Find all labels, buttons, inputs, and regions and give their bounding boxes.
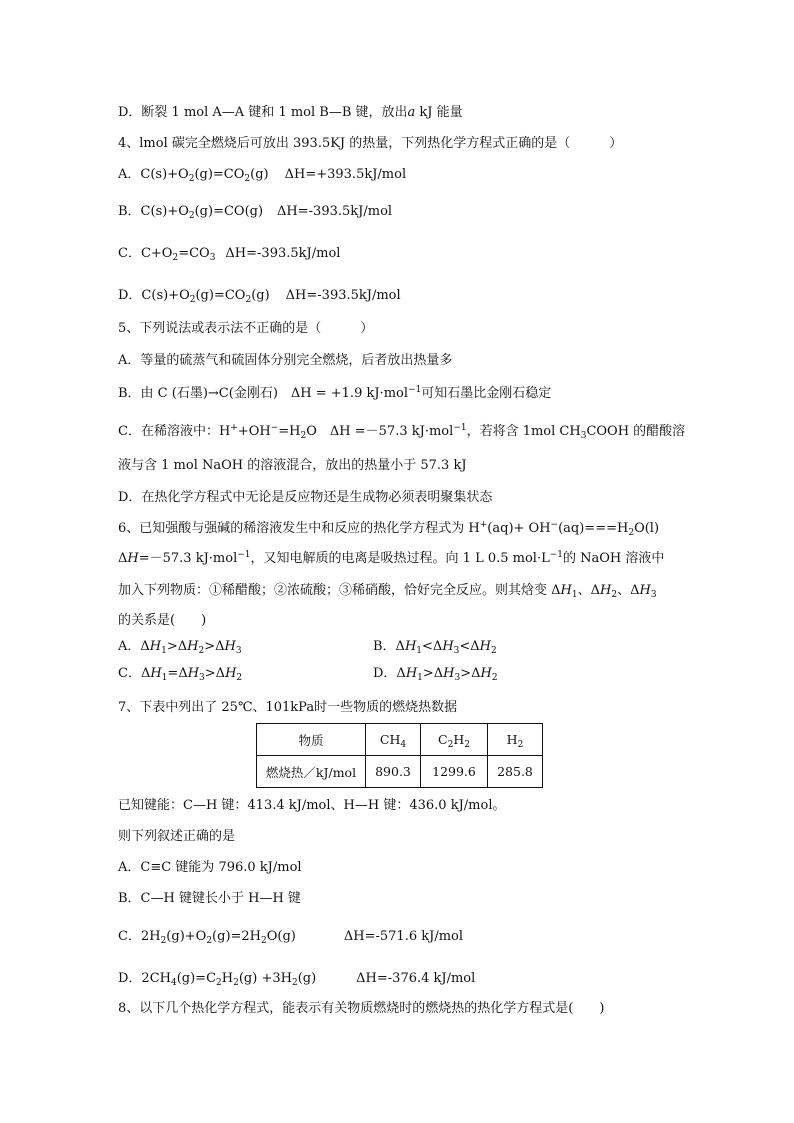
q4-option-d: D．$C(s)+O_2(g)=CO_2(g)$ ΔH=-393.5kJ/mol xyxy=(118,288,401,305)
table-cell-h2: 285.8 xyxy=(488,756,543,788)
q4-stem: 4、lmol 碳完全燃烧后可放出 393.5KJ 的热量，下列热化学方程式正确的是（ ） xyxy=(118,136,623,151)
q5-option-b: B．由 C (石墨)→C(金刚石) ΔH = +1.9 kJ·mol$^{-1}$可知石墨比金刚石稳定 xyxy=(118,385,552,401)
q8-stem: 8、以下几个热化学方程式，能表示有关物质燃烧时的燃烧热的热化学方程式是( ) xyxy=(118,1001,605,1016)
table-cell-ch4: 890.3 xyxy=(366,756,421,788)
table-row xyxy=(257,724,543,756)
table-header-substance: 物质 xyxy=(257,724,366,756)
q5-option-c: C．在稀溶液中：$H^++OH^-=H_2O$ ΔH =－57.3 kJ·mol$^{-1}$，若将含 1mol $CH_3COOH$ 的醋酸溶 xyxy=(118,423,686,441)
q7-then: 则下列叙述正确的是 xyxy=(118,829,236,844)
q7-stem: 7、下表中列出了 25℃、101kPa时一些物质的燃烧热数据 xyxy=(118,700,458,715)
q6-option-b: B．$\Delta H_1<\Delta H_3<\Delta H_2$ xyxy=(373,639,497,656)
table-row-label: 燃烧热／kJ/mol xyxy=(257,756,366,788)
q7-bond-energy: 已知键能：C—H 键：413.4 kJ/mol、H—H 键：436.0 kJ/mol。 xyxy=(118,798,506,813)
table-row xyxy=(257,756,543,788)
q6-option-c: C．$\Delta H_1=\Delta H_3>\Delta H_2$ xyxy=(118,666,243,683)
q7-option-a: A．C≡C 键能为 796.0 kJ/mol xyxy=(118,860,302,875)
table-header-h2: $H_2$ xyxy=(488,724,543,756)
q6-option-d: D．$\Delta H_1>\Delta H_3>\Delta H_2$ xyxy=(373,666,498,683)
q7-option-d: D．$2CH_4(g)=C_2H_2(g) +3H_2(g)$ ΔH=-376.4 kJ/mol xyxy=(118,971,476,988)
q6-stem-line3: 加入下列物质：①稀醋酸；②浓硫酸；③稀硝酸，恰好完全反应。则其焓变 $\Delta H_1$、$\Delta H_2$、$\Delta H_3$ xyxy=(118,583,657,600)
table-header-ch4: $CH_4$ xyxy=(366,724,421,756)
q4-option-a: A．$C(s)+O_2(g)=CO_2(g)$ ΔH=+393.5kJ/mol xyxy=(118,167,407,184)
q4-option-b: B．$C(s)+O_2(g)=CO(g)$ ΔH=-393.5kJ/mol xyxy=(118,204,393,221)
q5-option-c-cont: 液与含 1 mol NaOH 的溶液混合，放出的热量小于 57.3 kJ xyxy=(118,458,467,473)
q6-stem-line2: ΔH=－57.3 kJ·mol$^{-1}$，又知电解质的电离是吸热过程。向 1 L 0.5 $mol\cdot L^{-1}$的 NaOH 溶液中 xyxy=(118,550,665,566)
q6-stem-line4: 的关系是( ) xyxy=(118,613,207,628)
q5-stem: 5、下列说法或表示法不正确的是（ ） xyxy=(118,321,374,336)
q7-option-c: C．$2H_2(g)+O_2(g)=2H_2O(g)$ ΔH=-571.6 kJ/mol xyxy=(118,929,464,946)
table-cell-c2h2: 1299.6 xyxy=(421,756,488,788)
q5-option-a: A．等量的硫蒸气和硫固体分别完全燃烧，后者放出热量多 xyxy=(118,353,453,368)
q5-option-d: D．在热化学方程式中无论是反应物还是生成物必须表明聚集状态 xyxy=(118,490,493,505)
q6-option-a: A．$\Delta H_1>\Delta H_2>\Delta H_3$ xyxy=(118,639,242,656)
table-header-c2h2: $C_2H_2$ xyxy=(421,724,488,756)
q6-stem-line1: 6、已知强酸与强碱的稀溶液发生中和反应的热化学方程式为 $H^+(aq)+ OH^-(aq)===H_2O(l)$ xyxy=(118,520,660,538)
combustion-heat-table xyxy=(256,723,543,788)
q7-option-b: B．C—H 键键长小于 H—H 键 xyxy=(118,891,301,906)
q3-option-d: D．断裂 1 mol A—A 键和 1 mol B—B 键，放出a kJ 能量 xyxy=(118,105,463,120)
q4-option-c: C．$C+O_2=CO_3$ ΔH=-393.5kJ/mol xyxy=(118,246,341,263)
